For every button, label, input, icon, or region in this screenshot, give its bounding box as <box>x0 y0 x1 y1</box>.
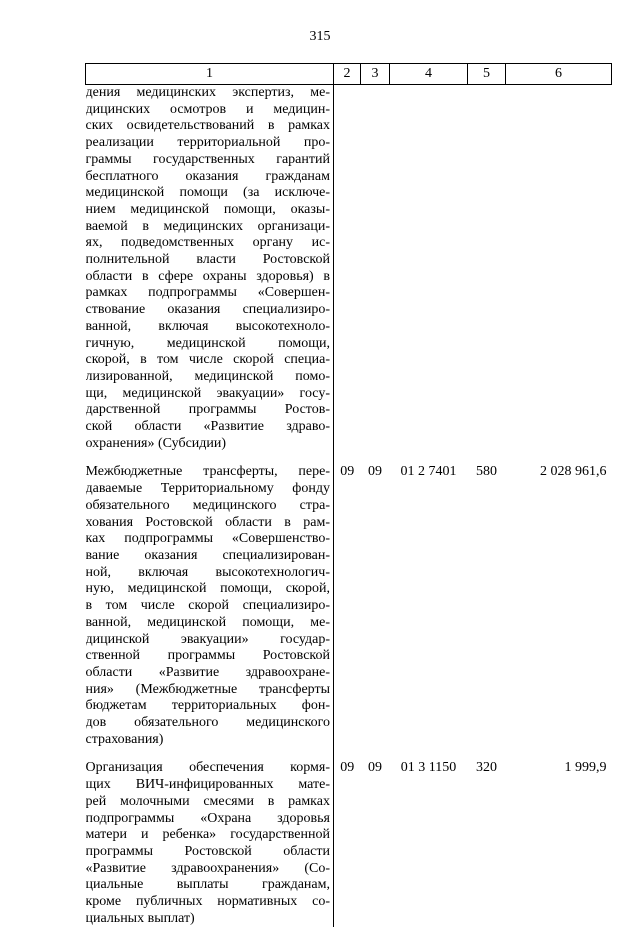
column-header-1: 1 <box>86 64 334 85</box>
description-line: нием медицинской помощи, оказы- <box>86 202 331 219</box>
description-line: охранения» (Субсидии) <box>86 436 331 453</box>
description-line: ваемой в медицинских организаци- <box>86 219 331 236</box>
description-line: скорой, в том числе скорой специа- <box>86 352 331 369</box>
description-line: бесплатного оказания гражданам <box>86 169 331 186</box>
description-line: ях, подведомственных органу ис- <box>86 235 331 252</box>
expense-type-code: 320 <box>468 760 506 927</box>
spacer-cell <box>361 452 390 464</box>
description-line: ствование оказания специализиро- <box>86 302 331 319</box>
description-line: циальные выплаты гражданам, <box>86 877 331 894</box>
section-code: 09 <box>334 760 361 927</box>
spacer-cell <box>334 452 361 464</box>
table-row <box>86 760 612 927</box>
expense-type-code: 580 <box>468 464 506 748</box>
column-header-3: 3 <box>361 64 390 85</box>
description-line: дицинских осмотров и медицин- <box>86 102 331 119</box>
description-line: подпрограммы «Охрана здоровья <box>86 811 331 828</box>
description-line: граммы государственных гарантий <box>86 152 331 169</box>
table-body <box>86 85 612 927</box>
description-line: программы Ростовской области <box>86 844 331 861</box>
table-row <box>86 85 612 453</box>
description-line: даваемые Территориальному фонду <box>86 481 331 498</box>
description-line: ной, включая высокотехнологич- <box>86 565 331 582</box>
target-article-code: 01 2 7401 <box>390 464 468 748</box>
description-line: щих ВИЧ-инфицированных мате- <box>86 777 331 794</box>
row-spacer <box>86 452 612 464</box>
spacer-cell <box>361 748 390 760</box>
description-line: дицинской эвакуации» государ- <box>86 632 331 649</box>
row-description <box>86 85 334 453</box>
amount: 1 999,9 <box>506 760 612 927</box>
budget-table <box>85 63 612 927</box>
column-header-4: 4 <box>390 64 468 85</box>
row-spacer <box>86 748 612 760</box>
spacer-cell <box>390 452 468 464</box>
column-header-6: 6 <box>506 64 612 85</box>
description-line: бюджетам территориальных фон- <box>86 698 331 715</box>
row-description <box>86 760 334 927</box>
description-line: дарственной программы Ростов- <box>86 402 331 419</box>
description-line: области «Развитие здравоохране- <box>86 665 331 682</box>
description-line: ния» (Межбюджетные трансферты <box>86 682 331 699</box>
target-article-code <box>390 85 468 453</box>
description-line: щи, медицинской эвакуации» госу- <box>86 386 331 403</box>
subsection-code <box>361 85 390 453</box>
description-line: ских освидетельствований в рамках <box>86 118 331 135</box>
description-line: ках подпрограммы «Совершенство- <box>86 531 331 548</box>
description-line: в том числе скорой специализиро- <box>86 598 331 615</box>
description-line: ную, медицинской помощи, скорой, <box>86 581 331 598</box>
section-code: 09 <box>334 464 361 748</box>
table-row <box>86 464 612 748</box>
spacer-cell <box>506 748 612 760</box>
spacer-cell <box>390 748 468 760</box>
description-line: лизированной, медицинской помо- <box>86 369 331 386</box>
description-line: страхования) <box>86 732 331 749</box>
description-line: ственной программы Ростовской <box>86 648 331 665</box>
description-line: хования Ростовской области в рам- <box>86 515 331 532</box>
description-line: медицинской помощи (за исключе- <box>86 185 331 202</box>
description-line: рамках подпрограммы «Совершен- <box>86 285 331 302</box>
target-article-code: 01 3 1150 <box>390 760 468 927</box>
amount <box>506 85 612 453</box>
description-line: ванной, медицинской помощи, ме- <box>86 615 331 632</box>
description-line: дения медицинских экспертиз, ме- <box>86 85 331 102</box>
subsection-code: 09 <box>361 760 390 927</box>
description-line: циальных выплат) <box>86 911 331 927</box>
description-line: реализации территориальной про- <box>86 135 331 152</box>
description-line: ванной, включая высокотехноло- <box>86 319 331 336</box>
spacer-cell <box>334 748 361 760</box>
description-line: рей молочными смесями в рамках <box>86 794 331 811</box>
section-code <box>334 85 361 453</box>
row-description <box>86 464 334 748</box>
description-line: вание оказания специализирован- <box>86 548 331 565</box>
spacer-cell <box>86 748 334 760</box>
description-line: области в сфере охраны здоровья) в <box>86 269 331 286</box>
description-line: «Развитие здравоохранения» (Со- <box>86 861 331 878</box>
spacer-cell <box>468 452 506 464</box>
amount: 2 028 961,6 <box>506 464 612 748</box>
subsection-code: 09 <box>361 464 390 748</box>
description-line: гичную, медицинской помощи, <box>86 336 331 353</box>
expense-type-code <box>468 85 506 453</box>
description-line: Организация обеспечения кормя- <box>86 760 331 777</box>
description-line: Межбюджетные трансферты, пере- <box>86 464 331 481</box>
description-line: дов обязательного медицинского <box>86 715 331 732</box>
column-header-5: 5 <box>468 64 506 85</box>
spacer-cell <box>506 452 612 464</box>
description-line: матери и ребенка» государственной <box>86 827 331 844</box>
description-line: обязательного медицинского стра- <box>86 498 331 515</box>
column-header-2: 2 <box>334 64 361 85</box>
description-line: кроме публичных нормативных со- <box>86 894 331 911</box>
page-number: 315 <box>0 28 640 46</box>
spacer-cell <box>468 748 506 760</box>
table-header-row <box>86 64 612 85</box>
description-line: полнительной власти Ростовской <box>86 252 331 269</box>
spacer-cell <box>86 452 334 464</box>
description-line: ской области «Развитие здраво- <box>86 419 331 436</box>
